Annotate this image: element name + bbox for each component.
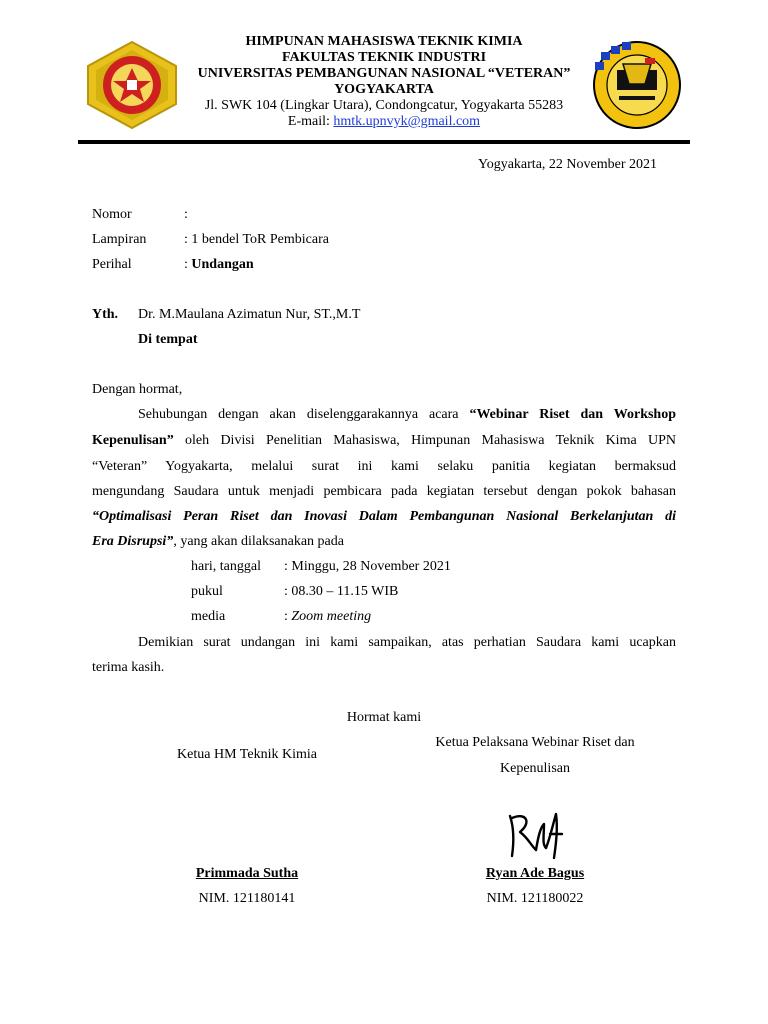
address: Jl. SWK 104 (Lingkar Utara), Condongcatur, Yogyakarta 55283 (204, 98, 564, 113)
detail-label-time: pukul (191, 584, 223, 599)
signature-image (500, 808, 570, 863)
detail-label-date: hari, tanggal (191, 559, 261, 574)
right-signatory-name: Ryan Ade Bagus (485, 866, 585, 881)
email-link[interactable]: hmtk.upnvyk@gmail.com (333, 114, 481, 129)
paragraph2-line1: Demikian surat undangan ini kami sampaikan, atas perhatian Saudara kami ucapkan (138, 635, 676, 650)
left-signatory-name: Primmada Sutha (195, 866, 299, 881)
detail-label-media: media (191, 609, 226, 624)
right-signatory-title-1: Ketua Pelaksana Webinar Riset dan (435, 735, 635, 750)
right-signatory-nim: NIM. 121180022 (486, 891, 584, 906)
lampiran-value: : 1 bendel ToR Pembicara (184, 232, 329, 247)
lampiran-label: Lampiran (92, 232, 147, 247)
paragraph1-line5: “Optimalisasi Peran Riset dan Inovasi Dalam Pembangunan Nasional Berkelanjutan di (92, 509, 676, 524)
letter-date: Yogyakarta, 22 November 2021 (478, 157, 657, 172)
paragraph1-line2: Kepenulisan” oleh Divisi Penelitian Mahasiswa, Himpunan Mahasiswa Teknik Kima UPN (92, 433, 676, 448)
city-name: YOGYAKARTA (334, 82, 434, 97)
header-divider (78, 140, 690, 144)
detail-value-time: : 08.30 – 11.15 WIB (284, 584, 399, 599)
detail-value-media: : Zoom meeting (284, 609, 372, 624)
paragraph1-line4: mengundang Saudara untuk menjadi pembicara pada kegiatan tersebut dengan pokok bahasan (92, 484, 676, 499)
right-signatory-title-2: Kepenulisan (500, 761, 570, 776)
greeting: Dengan hormat, (92, 382, 183, 397)
org-name: HIMPUNAN MAHASISWA TEKNIK KIMIA (245, 34, 523, 49)
perihal-label: Perihal (92, 257, 132, 272)
recipient-place: Di tempat (138, 332, 198, 347)
email-prefix: E-mail: (287, 114, 334, 129)
paragraph1-line3: “Veteran” Yogyakarta, melalui surat ini kami selaku panitia kegiatan bermaksud (92, 459, 676, 474)
detail-value-date: : Minggu, 28 November 2021 (284, 559, 451, 574)
paragraph2-line2: terima kasih. (92, 660, 165, 675)
yth-label: Yth. (92, 307, 119, 322)
paragraph1-line6: Era Disrupsi”, yang akan dilaksanakan pada (92, 534, 344, 549)
university-name: UNIVERSITAS PEMBANGUNAN NASIONAL “VETERAN” (197, 66, 571, 81)
left-signatory-title: Ketua HM Teknik Kimia (177, 747, 317, 762)
left-signatory-nim: NIM. 121180141 (198, 891, 296, 906)
paragraph1-line1: Sehubungan dengan akan diselenggarakannya acara “Webinar Riset dan Workshop (138, 407, 676, 422)
perihal-value: : Undangan (184, 257, 254, 272)
nomor-label: Nomor (92, 207, 132, 222)
recipient-name: Dr. M.Maulana Azimatun Nur, ST.,M.T (138, 307, 361, 322)
nomor-value: : (184, 207, 188, 222)
faculty-name: FAKULTAS TEKNIK INDUSTRI (281, 50, 487, 65)
closing-text: Hormat kami (346, 710, 422, 725)
email-line (0, 114, 768, 130)
